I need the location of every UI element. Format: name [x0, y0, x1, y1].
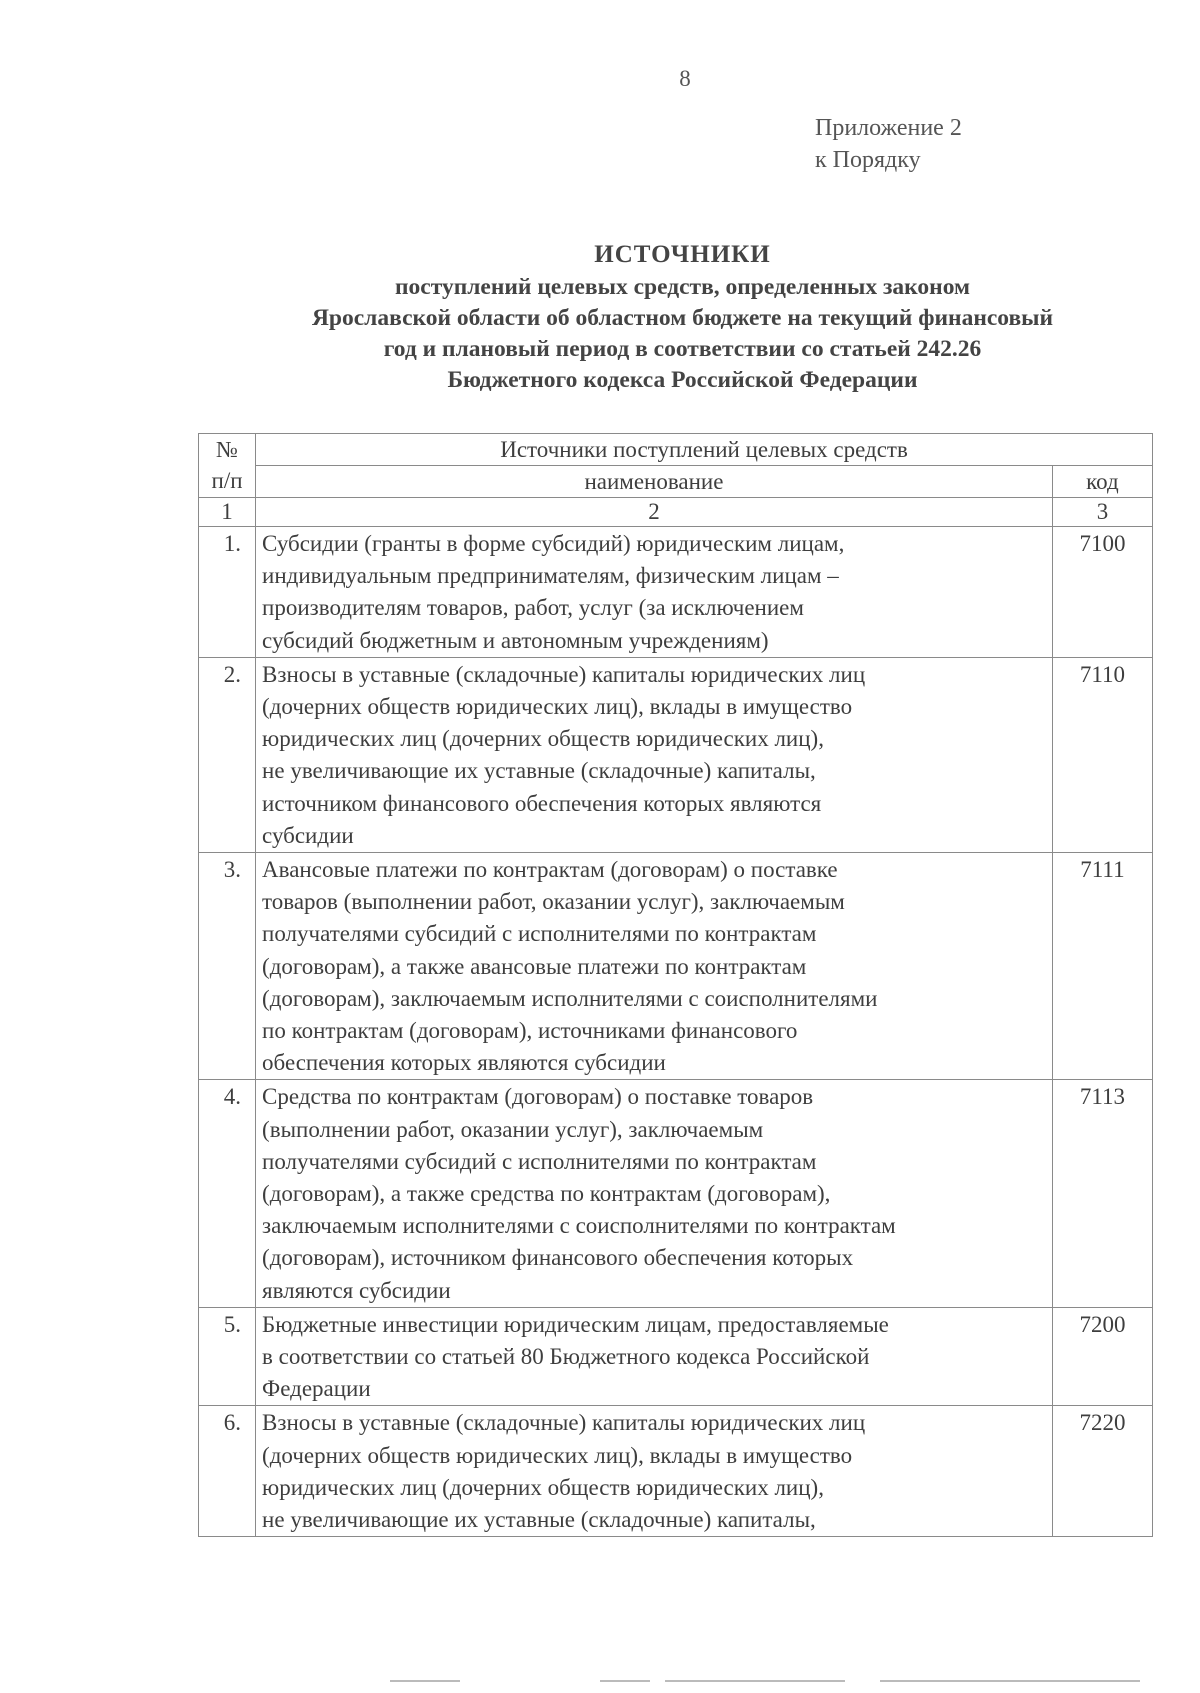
- source-name-line: (договорам), заключаемым исполнителями с соисполнителями: [262, 985, 878, 1011]
- source-name-line: производителям товаров, работ, услуг (за исключением: [262, 595, 804, 621]
- column-number: 2: [256, 498, 1053, 527]
- row-source-name: [256, 527, 1053, 658]
- source-name-line: (дочерних обществ юридических лиц), вклады в имущество: [262, 1442, 853, 1468]
- appendix-line-2: к Порядку: [815, 147, 921, 173]
- source-name-line: не увеличивающие их уставные (складочные) капиталы,: [262, 758, 816, 784]
- source-name-line: заключаемым исполнителями с соисполнителями по контрактам: [262, 1213, 896, 1239]
- source-name-line: (договорам), а также средства по контрактам (договорам),: [262, 1181, 831, 1207]
- row-number: 6.: [199, 1406, 256, 1537]
- row-number: 4.: [199, 1080, 256, 1307]
- table-row: [199, 527, 1153, 658]
- sources-table: [198, 433, 1153, 1537]
- title-sub-line: Ярославской области об областном бюджете на текущий финансовый: [311, 305, 1054, 331]
- source-name-line: Средства по контрактам (договорам) о поставке товаров: [262, 1084, 814, 1110]
- row-number: 5.: [199, 1307, 256, 1406]
- source-name-line: в соответствии со статьей 80 Бюджетного кодекса Российской: [262, 1344, 870, 1370]
- header-code-col: код: [1052, 466, 1152, 498]
- source-name-line: юридических лиц (дочерних обществ юридических лиц),: [262, 726, 824, 752]
- page-number: 8: [679, 66, 691, 91]
- title-sub-line: год и плановый период в соответствии со статьей 242.26: [383, 336, 982, 362]
- footer-scan-marks: [390, 1680, 1150, 1683]
- row-code: 7100: [1052, 527, 1152, 658]
- source-name-line: являются субсидии: [262, 1277, 451, 1303]
- row-source-name: [256, 1080, 1053, 1307]
- column-number: 1: [199, 498, 256, 527]
- header-name-col: наименование: [256, 466, 1053, 498]
- source-name-line: юридических лиц (дочерних обществ юридических лиц),: [262, 1474, 824, 1500]
- row-source-name: [256, 853, 1053, 1080]
- source-name-line: не увеличивающие их уставные (складочные) капиталы,: [262, 1507, 816, 1533]
- source-name-line: (выполнении работ, оказании услуг), заключаемым: [262, 1116, 764, 1142]
- row-code: 7110: [1052, 657, 1152, 852]
- table-row: [199, 853, 1153, 1080]
- table-header-row-1: [199, 434, 1153, 466]
- row-number: 3.: [199, 853, 256, 1080]
- appendix-line-1: Приложение 2: [815, 115, 962, 141]
- header-no-abbr: п/п: [211, 468, 243, 493]
- source-name-line: Авансовые платежи по контрактам (договорам) о поставке: [262, 857, 838, 883]
- header-group-title: Источники поступлений целевых средств: [256, 434, 1153, 466]
- table-row: [199, 1080, 1153, 1307]
- row-source-name: [256, 1406, 1053, 1537]
- header-no-cell: [199, 434, 256, 498]
- row-code: 7111: [1052, 853, 1152, 1080]
- row-code: 7113: [1052, 1080, 1152, 1307]
- source-name-line: индивидуальным предпринимателям, физическим лицам –: [262, 563, 839, 589]
- source-name-line: получателями субсидий с исполнителями по контрактам: [262, 921, 817, 947]
- source-name-line: по контрактам (договорам), источниками финансового: [262, 1018, 798, 1044]
- source-name-line: (договорам), а также авансовые платежи по контрактам: [262, 953, 807, 979]
- document-title: [220, 238, 1145, 396]
- row-number: 2.: [199, 657, 256, 852]
- row-code: 7200: [1052, 1307, 1152, 1406]
- table-header-row-2: [199, 466, 1153, 498]
- source-name-line: Субсидии (гранты в форме субсидий) юридическим лицам,: [262, 531, 845, 556]
- source-name-line: субсидии: [262, 822, 354, 848]
- source-name-line: (дочерних обществ юридических лиц), вклады в имущество: [262, 694, 853, 720]
- source-name-line: Взносы в уставные (складочные) капиталы юридических лиц: [262, 1410, 866, 1436]
- source-name-line: субсидий бюджетным и автономным учреждениям): [262, 627, 769, 653]
- source-name-line: Взносы в уставные (складочные) капиталы юридических лиц: [262, 661, 866, 687]
- title-sub-line: Бюджетного кодекса Российской Федерации: [447, 367, 918, 393]
- title-main: ИСТОЧНИКИ: [594, 241, 771, 268]
- column-number: 3: [1052, 498, 1152, 527]
- row-source-name: [256, 657, 1053, 852]
- source-name-line: Федерации: [262, 1376, 371, 1402]
- table-row: [199, 1307, 1153, 1406]
- table-row: [199, 1406, 1153, 1537]
- row-code: 7220: [1052, 1406, 1152, 1537]
- source-name-line: товаров (выполнении работ, оказании услуг), заключаемым: [262, 889, 845, 915]
- row-source-name: [256, 1307, 1053, 1406]
- column-number-row: [199, 498, 1153, 527]
- source-name-line: Бюджетные инвестиции юридическим лицам, предоставляемые: [262, 1311, 889, 1337]
- source-name-line: источником финансового обеспечения которых являются: [262, 790, 822, 816]
- title-sub-line: поступлений целевых средств, определенных законом: [394, 274, 970, 300]
- source-name-line: (договорам), источником финансового обеспечения которых: [262, 1245, 854, 1271]
- row-number: 1.: [199, 527, 256, 658]
- source-name-line: получателями субсидий с исполнителями по контрактам: [262, 1148, 817, 1174]
- header-no-symbol: №: [216, 437, 238, 462]
- table-row: [199, 657, 1153, 852]
- appendix-note: [815, 112, 962, 176]
- source-name-line: обеспечения которых являются субсидии: [262, 1050, 666, 1076]
